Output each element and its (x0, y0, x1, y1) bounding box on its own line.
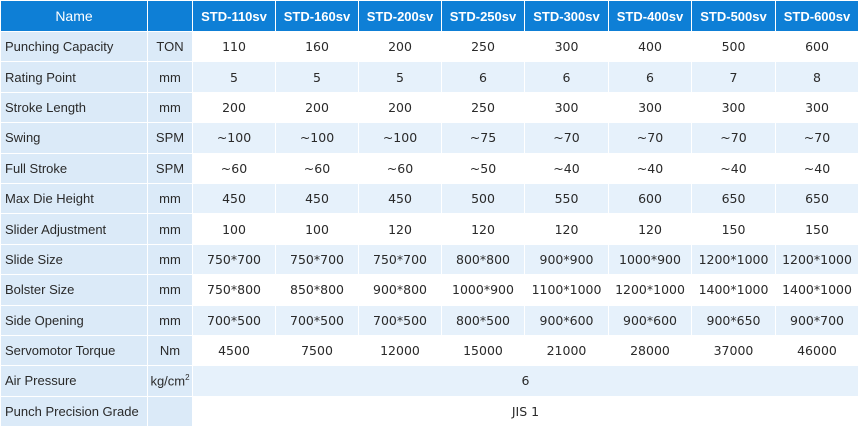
spec-value: 1400*1000 (776, 275, 858, 305)
spec-value: 250 (442, 32, 525, 62)
header-row (1, 1, 858, 32)
spec-value: 1400*1000 (692, 275, 776, 305)
spec-name: Punch Precision Grade (1, 396, 148, 426)
spec-value: 650 (692, 183, 776, 213)
spec-value: 200 (359, 32, 442, 62)
spec-value: 900*650 (692, 305, 776, 335)
spec-value: ~70 (776, 123, 858, 153)
spec-value: ~100 (359, 123, 442, 153)
spec-value: 900*800 (359, 275, 442, 305)
spec-unit: TON (148, 32, 193, 62)
spec-value: 550 (525, 183, 609, 213)
spec-value: 150 (692, 214, 776, 244)
spec-name: Bolster Size (1, 275, 148, 305)
spec-value: 5 (359, 62, 442, 92)
spec-value: ~70 (609, 123, 692, 153)
name-header: Name (1, 1, 148, 32)
spec-row (1, 335, 858, 365)
spec-value: ~100 (193, 123, 276, 153)
unit-header (148, 1, 193, 32)
model-header: STD-400sv (609, 1, 692, 32)
spec-value: 750*700 (276, 244, 359, 274)
spec-value: 450 (276, 183, 359, 213)
spec-value: 200 (193, 92, 276, 122)
model-header: STD-600sv (776, 1, 858, 32)
spec-unit: Nm (148, 335, 193, 365)
spec-value: 700*500 (276, 305, 359, 335)
spec-value: 500 (442, 183, 525, 213)
spec-value: ~40 (525, 153, 609, 183)
spec-unit: mm (148, 183, 193, 213)
spec-value: 46000 (776, 335, 858, 365)
spec-value: 7 (692, 62, 776, 92)
spec-value: 250 (442, 92, 525, 122)
spec-value: 300 (525, 32, 609, 62)
spec-value: 6 (609, 62, 692, 92)
spec-value: 200 (359, 92, 442, 122)
spec-value: 28000 (609, 335, 692, 365)
model-header: STD-160sv (276, 1, 359, 32)
spec-unit: mm (148, 275, 193, 305)
spec-value: JIS 1 (193, 396, 858, 426)
spec-value: 15000 (442, 335, 525, 365)
spec-value: 700*500 (193, 305, 276, 335)
spec-name: Rating Point (1, 62, 148, 92)
spec-value: 300 (525, 92, 609, 122)
spec-value: 300 (609, 92, 692, 122)
spec-value: 800*500 (442, 305, 525, 335)
spec-value: 300 (692, 92, 776, 122)
spec-value: 600 (776, 32, 858, 62)
spec-unit: mm (148, 305, 193, 335)
spec-value: 1200*1000 (692, 244, 776, 274)
spec-value: 5 (193, 62, 276, 92)
spec-value: 650 (776, 183, 858, 213)
model-header: STD-300sv (525, 1, 609, 32)
model-header: STD-500sv (692, 1, 776, 32)
spec-value: ~60 (193, 153, 276, 183)
spec-value: 900*600 (525, 305, 609, 335)
spec-value: 6 (442, 62, 525, 92)
spec-value: 750*800 (193, 275, 276, 305)
spec-value: ~60 (276, 153, 359, 183)
spec-unit: mm (148, 214, 193, 244)
spec-value: 450 (359, 183, 442, 213)
spec-value: 150 (776, 214, 858, 244)
spec-value: 1000*900 (442, 275, 525, 305)
spec-value: 21000 (525, 335, 609, 365)
spec-row (1, 123, 858, 153)
spec-value: 600 (609, 183, 692, 213)
spec-value: 200 (276, 92, 359, 122)
spec-row (1, 153, 858, 183)
spec-value: 120 (442, 214, 525, 244)
spec-name: Slider Adjustment (1, 214, 148, 244)
spec-value: 800*800 (442, 244, 525, 274)
spec-value: 8 (776, 62, 858, 92)
spec-value: ~40 (692, 153, 776, 183)
spec-value: 4500 (193, 335, 276, 365)
spec-value: ~70 (525, 123, 609, 153)
model-header: STD-110sv (193, 1, 276, 32)
spec-value: 450 (193, 183, 276, 213)
spec-value: ~75 (442, 123, 525, 153)
spec-value: 850*800 (276, 275, 359, 305)
spec-name: Punching Capacity (1, 32, 148, 62)
spec-value: 1100*1000 (525, 275, 609, 305)
spec-name: Air Pressure (1, 366, 148, 396)
spec-value: 7500 (276, 335, 359, 365)
spec-value: 100 (193, 214, 276, 244)
spec-value: 120 (359, 214, 442, 244)
spec-row (1, 275, 858, 305)
spec-value: 1200*1000 (776, 244, 858, 274)
spec-name: Stroke Length (1, 92, 148, 122)
spec-value: 5 (276, 62, 359, 92)
spec-value: 700*500 (359, 305, 442, 335)
spec-value: 750*700 (359, 244, 442, 274)
spec-name: Swing (1, 123, 148, 153)
spec-unit: SPM (148, 153, 193, 183)
spec-row (1, 62, 858, 92)
spec-value: 900*900 (525, 244, 609, 274)
spec-row (1, 305, 858, 335)
spec-row (1, 244, 858, 274)
spec-value: 1200*1000 (609, 275, 692, 305)
spec-value: ~40 (776, 153, 858, 183)
spec-value: 120 (609, 214, 692, 244)
spec-value: ~100 (276, 123, 359, 153)
spec-name: Slide Size (1, 244, 148, 274)
spec-unit: mm (148, 62, 193, 92)
spec-row (1, 32, 858, 62)
spec-value: 110 (193, 32, 276, 62)
spec-value: ~60 (359, 153, 442, 183)
spec-value: 37000 (692, 335, 776, 365)
spec-value: 160 (276, 32, 359, 62)
spec-name: Full Stroke (1, 153, 148, 183)
spec-value: 6 (193, 366, 858, 396)
spec-value: 750*700 (193, 244, 276, 274)
spec-value: 100 (276, 214, 359, 244)
spec-name: Max Die Height (1, 183, 148, 213)
spec-value: 500 (692, 32, 776, 62)
spec-unit: mm (148, 92, 193, 122)
spec-value: 12000 (359, 335, 442, 365)
spec-row (1, 92, 858, 122)
spec-unit: SPM (148, 123, 193, 153)
spec-name: Servomotor Torque (1, 335, 148, 365)
model-header: STD-200sv (359, 1, 442, 32)
spec-value: ~50 (442, 153, 525, 183)
spec-unit (148, 396, 193, 426)
spec-value: 6 (525, 62, 609, 92)
spec-value: 300 (776, 92, 858, 122)
air-pressure-row (1, 366, 858, 396)
spec-name: Side Opening (1, 305, 148, 335)
spec-unit: mm (148, 244, 193, 274)
model-header: STD-250sv (442, 1, 525, 32)
spec-value: ~70 (692, 123, 776, 153)
spec-row (1, 183, 858, 213)
precision-row (1, 396, 858, 426)
spec-value: ~40 (609, 153, 692, 183)
spec-value: 400 (609, 32, 692, 62)
spec-value: 1000*900 (609, 244, 692, 274)
spec-value: 120 (525, 214, 609, 244)
spec-unit: $kg/cm^2$ (148, 366, 193, 396)
spec-value: 900*700 (776, 305, 858, 335)
spec-row (1, 214, 858, 244)
spec-value: 900*600 (609, 305, 692, 335)
